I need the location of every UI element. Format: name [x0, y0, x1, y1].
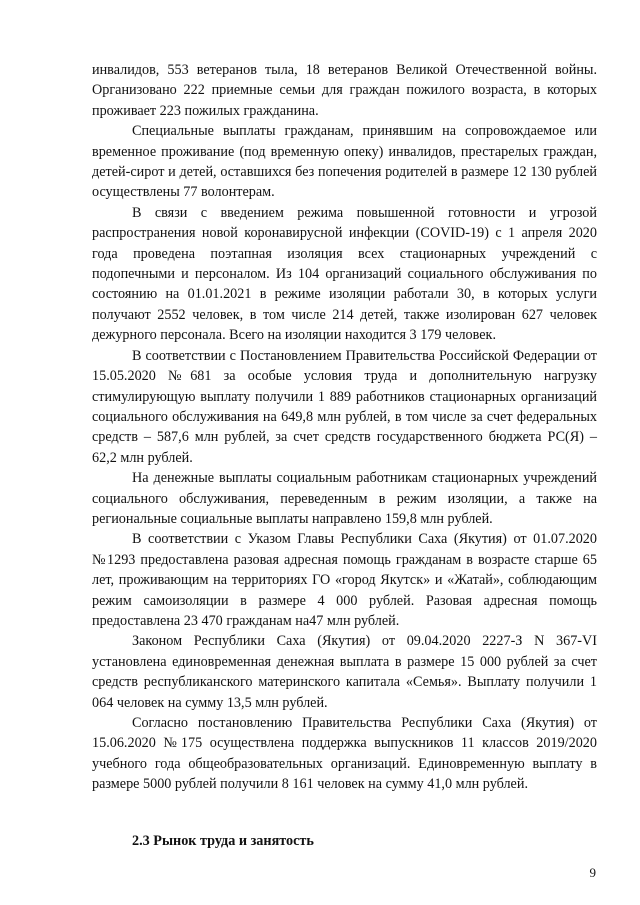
- paragraph-sakha-law: Законом Республики Саха (Якутия) от 09.04.2020 2227-З N 367-VI установлена единовременная денежная выплата в размере 15 000 рублей за счет средств республиканского материнского капитала «Семья». Выплату получили 1 064 человек на сумму 13,5 млн рублей.: [92, 633, 597, 711]
- paragraph-continuation: инвалидов, 553 ветеранов тыла, 18 ветеранов Великой Отечественной войны. Организовано 222 приемные семьи для граждан пожилого возраста, в которых проживает 223 пожилых гражданина.: [92, 62, 597, 119]
- paragraph-graduates-support: Согласно постановлению Правительства Республики Саха (Якутия) от 15.06.2020 №175 осуществлена поддержка выпускников 11 классов 2019/2020 учебного года общеобразовательных организаций. Единовременную выплату в размере 5000 рублей получили 8 161 человек на сумму 41,0 млн рублей.: [92, 715, 597, 793]
- paragraph-head-decree: В соответствии с Указом Главы Республики Саха (Якутия) от 01.07.2020 №1293 предоставлена разовая адресная помощь гражданам в возрасте старше 65 лет, проживающим на территориях ГО «город Якутск» и «Жатай», соблюдающим режим самоизоляции в размере 4 000 рублей. Разовая адресная помощь предоставлена 23 470 гражданам на47 млн рублей.: [92, 531, 597, 629]
- paragraph-social-workers: На денежные выплаты социальным работникам стационарных учреждений социального обслуживания, переведенным в режим изоляции, а также на региональные социальные выплаты направлено 159,8 млн рублей.: [92, 470, 597, 527]
- paragraph-special-payments: Специальные выплаты гражданам, принявшим на сопровождаемое или временное проживание (под временную опеку) инвалидов, престарелых граждан, детей-сирот и детей, оставшихся без попечения родителей в размере 12 130 рублей осуществлены 77 волонтерам.: [92, 123, 597, 201]
- document-page: [92, 60, 597, 851]
- page-number: 9: [589, 865, 596, 880]
- paragraph-government-decree: В соответствии с Постановлением Правительства Российской Федерации от 15.05.2020 №681 за особые условия труда и дополнительную нагрузку стимулирующую выплату получили 1 889 работников стационарных организаций социального обслуживания на 649,8 млн рублей, в том числе за счет федеральных средств – 587,6 млн рублей, за счет средств государственного бюджета РС(Я) – 62,2 млн рублей.: [92, 347, 597, 466]
- section-heading: 2.3 Рынок труда и занятость: [132, 832, 314, 849]
- paragraph-covid-isolation: В связи с введением режима повышенной готовности и угрозой распространения новой коронавирусной инфекции (COVID-19) с 1 апреля 2020 года проведена поэтапная изоляция всех стационарных учреждений с подопечными и персоналом. Из 104 организаций социального обслуживания по состоянию на 01.01.2021 в режиме изоляции работали 30, в которых услуги получают 2552 человек, в том числе 214 детей, также изолирован 627 человек дежурного персонала. Всего на изоляции находится 3 179 человек.: [92, 204, 597, 344]
